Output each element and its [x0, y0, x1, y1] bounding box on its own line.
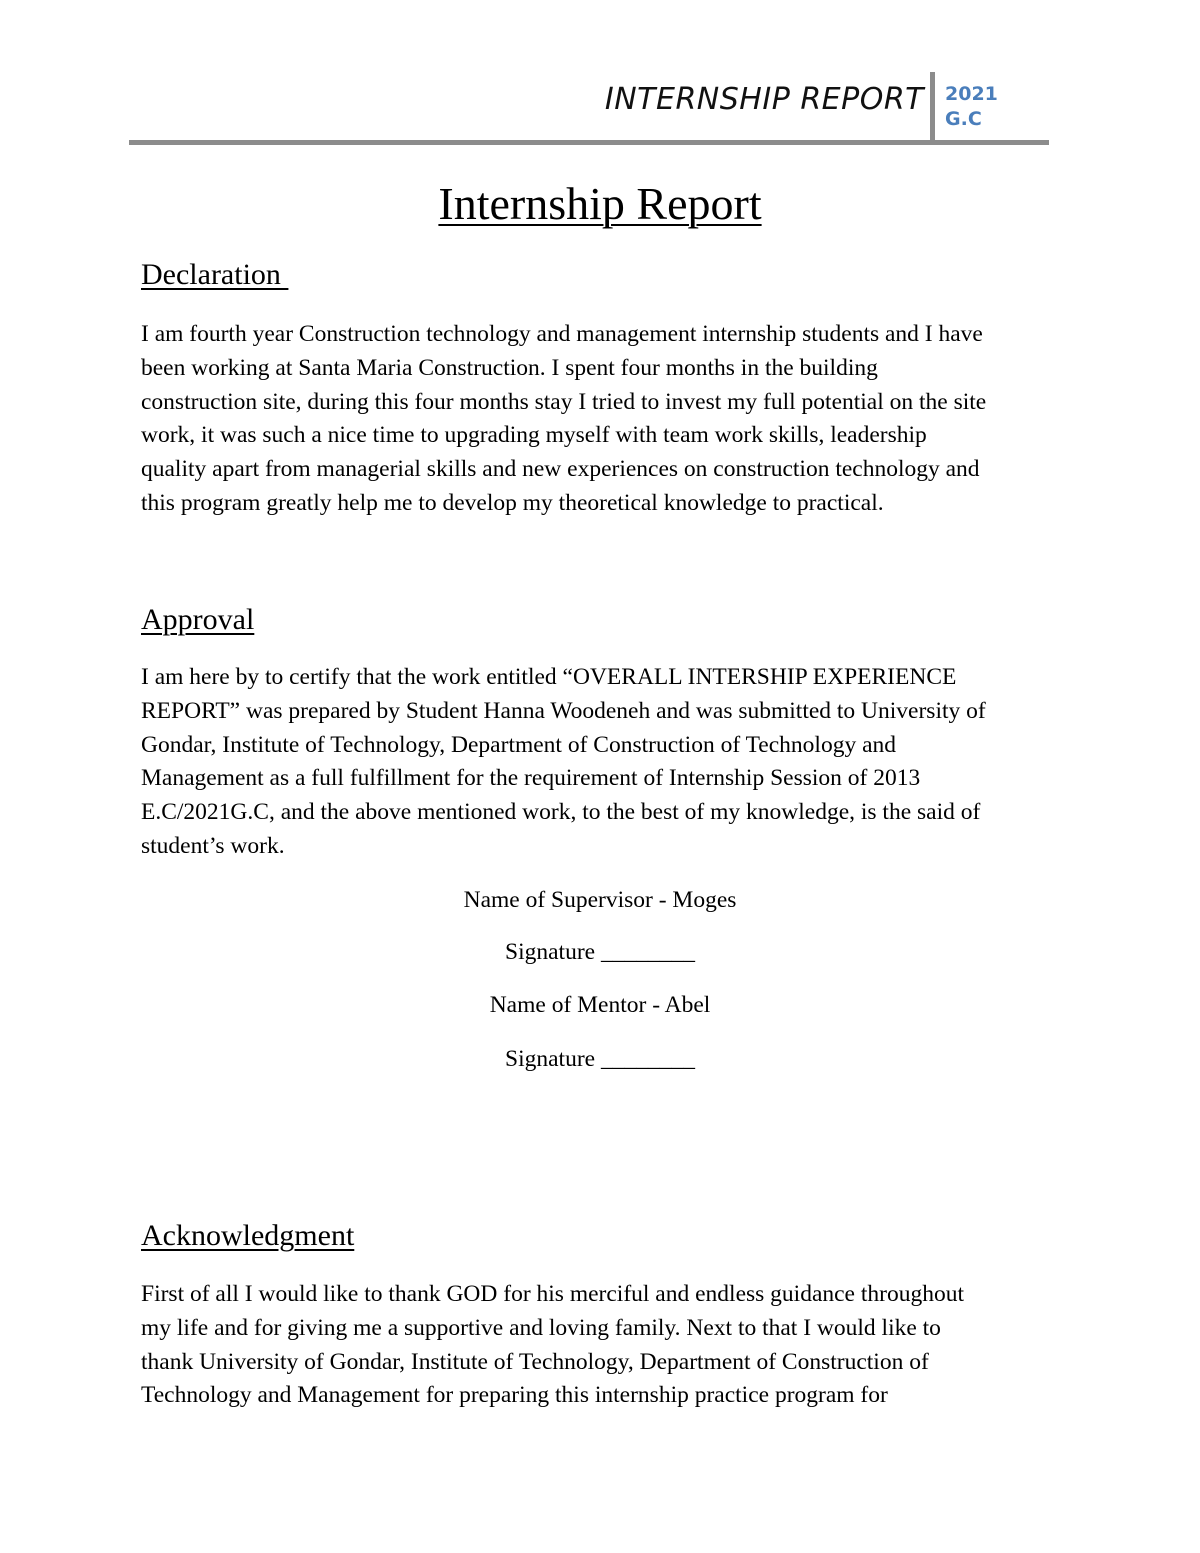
paragraph-line: First of all I would like to thank GOD for his merciful and endless guidance throughout: [141, 1281, 964, 1307]
paragraph-line: construction site, during this four months stay I tried to invest my full potential on the site: [141, 388, 987, 415]
approval-paragraph: [141, 661, 986, 864]
running-header-year: [945, 82, 998, 132]
header-year-line1: 2021: [945, 83, 998, 105]
paragraph-line: E.C/2021G.C, and the above mentioned work, to the best of my knowledge, is the said of: [141, 799, 981, 826]
paragraph-line: quality apart from managerial skills and new experiences on construction technology and: [141, 456, 980, 483]
paragraph-line: my life and for giving me a supportive and loving family. Next to that I would like to: [141, 1314, 941, 1341]
paragraph-line: I am here by to certify that the work entitled “OVERALL INTERSHIP EXPERIENCE: [141, 664, 957, 690]
header-divider-vertical: [930, 72, 935, 142]
paragraph-line: Gondar, Institute of Technology, Department of Construction of Technology and: [141, 731, 897, 758]
approval-heading: Approval: [141, 603, 255, 636]
paragraph-line: Technology and Management for preparing this internship practice program for: [141, 1382, 888, 1409]
paragraph-line: this program greatly help me to develop my theoretical knowledge to practical.: [141, 489, 884, 516]
mentor-signature: Signature ________: [505, 1046, 695, 1072]
paragraph-line: work, it was such a nice time to upgrading myself with team work skills, leadership: [141, 422, 927, 449]
declaration-heading: Declaration: [141, 258, 289, 291]
acknowledgment-heading: Acknowledgment: [141, 1219, 355, 1252]
supervisor-name: Name of Supervisor - Moges: [463, 887, 737, 913]
running-header-title: INTERNSHIP REPORT: [604, 82, 924, 117]
paragraph-line: thank University of Gondar, Institute of Technology, Department of Construction of: [141, 1348, 929, 1375]
header-year-line2: G.C: [945, 108, 982, 130]
paragraph-line: student’s work.: [141, 832, 285, 859]
paragraph-line: Management as a full fulfillment for the requirement of Internship Session of 2013: [141, 765, 921, 792]
document-title: Internship Report: [438, 178, 762, 229]
paragraph-line: I am fourth year Construction technology and management internship students and I have: [141, 321, 983, 347]
mentor-name: Name of Mentor - Abel: [489, 992, 711, 1018]
paragraph-line: REPORT” was prepared by Student Hanna Woodeneh and was submitted to University of: [141, 697, 986, 724]
paragraph-line: been working at Santa Maria Construction. I spent four months in the building: [141, 354, 878, 381]
header-rule: [129, 140, 1049, 145]
declaration-paragraph: [141, 318, 986, 521]
acknowledgment-paragraph: [141, 1278, 964, 1413]
supervisor-signature: Signature ________: [505, 939, 695, 965]
